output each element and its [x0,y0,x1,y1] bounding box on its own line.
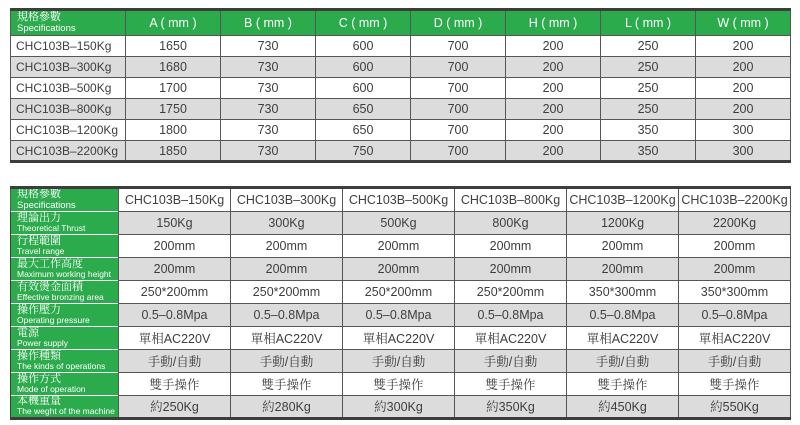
dimension-value-cell: 300 [696,120,791,141]
t2-corner-en: Specifications [17,199,76,211]
dimension-value-cell: 700 [411,120,506,141]
dimension-value-cell: 700 [411,57,506,78]
spec-value-cell: 300Kg [231,211,343,234]
dimension-value-cell: 730 [221,57,316,78]
spec-row-header [11,303,119,326]
dimension-column-header: W ( mm ) [696,10,791,36]
spec-value-cell: 0.5–0.8Mpa [119,303,231,326]
table-row [11,211,791,234]
model-column-header: CHC103B–1200Kg [567,188,679,212]
table-row [11,395,791,418]
spec-value-cell: 手動/自動 [119,349,231,372]
dimension-value-cell: 730 [221,78,316,99]
t2-corner-cell [11,188,119,212]
model-cell: CHC103B–1200Kg [11,120,126,141]
spec-row-header-en: Effective bronzing area [17,291,104,302]
spec-row-header-en: Operating pressure [17,314,90,325]
dimension-value-cell: 350 [601,141,696,162]
spec-value-cell: 200mm [455,257,567,280]
spec-row-header [11,395,119,418]
spec-row-header-en: Maximum working height [17,268,112,279]
spec-value-cell: 手動/自動 [343,349,455,372]
spec-value-cell: 250*200mm [231,280,343,303]
dimension-value-cell: 600 [316,36,411,57]
spec-value-cell: 雙手操作 [119,372,231,395]
t2-corner-zh: 規格參數 [17,188,61,200]
spec-row-header-en: Power supply [17,337,69,348]
spec-row-header-zh: 本機重量 [17,395,61,408]
t1-corner-en: Specifications [17,22,76,34]
spec-value-cell: 500Kg [343,211,455,234]
spec-row-header-zh: 行程範圍 [17,234,61,247]
dimension-value-cell: 730 [221,36,316,57]
spec-value-cell: 200mm [455,234,567,257]
model-column-header: CHC103B–500Kg [343,188,455,212]
model-column-header: CHC103B–2200Kg [679,188,791,212]
spec-value-cell: 約450Kg [567,395,679,418]
spec-value-cell: 350*300mm [679,280,791,303]
spec-row-header-en: The weght of the machine [17,406,115,417]
table-row [11,280,791,303]
spec-value-cell: 200mm [679,257,791,280]
table-row [11,120,791,141]
model-column-header: CHC103B–300Kg [231,188,343,212]
spec-row-header-zh: 理論出力 [17,211,61,224]
spec-value-cell: 雙手操作 [343,372,455,395]
spec-value-cell: 單相AC220V [455,326,567,349]
dimension-value-cell: 350 [601,120,696,141]
table-row [11,234,791,257]
dimension-value-cell: 1680 [126,57,221,78]
specs-table [10,186,791,420]
spec-value-cell: 單相AC220V [567,326,679,349]
spec-value-cell: 200mm [119,257,231,280]
spec-value-cell: 0.5–0.8Mpa [343,303,455,326]
dimension-value-cell: 200 [506,99,601,120]
dimension-value-cell: 700 [411,36,506,57]
spec-value-cell: 0.5–0.8Mpa [231,303,343,326]
dimension-value-cell: 650 [316,120,411,141]
spec-value-cell: 約250Kg [119,395,231,418]
table-row [11,372,791,395]
dimensions-table [10,8,791,163]
spec-value-cell: 單相AC220V [679,326,791,349]
spec-value-cell: 200mm [119,234,231,257]
model-cell: CHC103B–150Kg [11,36,126,57]
dimension-column-header: C ( mm ) [316,10,411,36]
spec-row-header-en: Theoretical Thrust [17,222,86,233]
spec-value-cell: 200mm [343,257,455,280]
t2-header-row [11,188,791,212]
table-row [11,303,791,326]
spec-row-header [11,234,119,257]
t1-body [11,36,791,162]
spec-row-header-zh: 操作方式 [17,372,61,385]
spec-value-cell: 350*300mm [567,280,679,303]
spec-row-header-zh: 操作種類 [17,349,61,362]
spec-value-cell: 0.5–0.8Mpa [455,303,567,326]
dimension-value-cell: 730 [221,120,316,141]
spec-value-cell: 約300Kg [343,395,455,418]
table-row [11,57,791,78]
spec-value-cell: 200mm [231,257,343,280]
model-cell: CHC103B–500Kg [11,78,126,99]
spec-value-cell: 200mm [343,234,455,257]
dimension-value-cell: 300 [696,141,791,162]
spec-value-cell: 0.5–0.8Mpa [567,303,679,326]
dimension-value-cell: 600 [316,57,411,78]
table-row [11,99,791,120]
spec-value-cell: 單相AC220V [231,326,343,349]
model-cell: CHC103B–800Kg [11,99,126,120]
spec-value-cell: 200mm [231,234,343,257]
spec-value-cell: 手動/自動 [679,349,791,372]
spec-value-cell: 250*200mm [455,280,567,303]
spec-row-header [11,326,119,349]
spec-value-cell: 單相AC220V [343,326,455,349]
dimension-value-cell: 750 [316,141,411,162]
dimension-value-cell: 250 [601,78,696,99]
dimension-value-cell: 650 [316,99,411,120]
spec-value-cell: 雙手操作 [679,372,791,395]
dimension-value-cell: 200 [506,141,601,162]
dimension-value-cell: 200 [696,36,791,57]
spec-row-header [11,349,119,372]
dimension-value-cell: 200 [506,57,601,78]
spec-value-cell: 200mm [567,257,679,280]
spec-row-header-en: Mode of operation [17,383,86,394]
table-row [11,78,791,99]
spec-value-cell: 約550Kg [679,395,791,418]
table-row [11,141,791,162]
dimension-value-cell: 250 [601,99,696,120]
spec-value-cell: 雙手操作 [455,372,567,395]
spec-value-cell: 150Kg [119,211,231,234]
dimension-column-header: B ( mm ) [221,10,316,36]
spec-row-header [11,372,119,395]
spec-row-header-en: Travel range [17,245,65,256]
spec-row-header [11,280,119,303]
dimension-value-cell: 250 [601,57,696,78]
spec-value-cell: 200mm [679,234,791,257]
spec-value-cell: 1200Kg [567,211,679,234]
spec-value-cell: 雙手操作 [231,372,343,395]
model-column-header: CHC103B–150Kg [119,188,231,212]
table-row [11,257,791,280]
dimension-value-cell: 700 [411,78,506,99]
spec-value-cell: 約280Kg [231,395,343,418]
table-row [11,326,791,349]
spec-row-header-zh: 最大工作高度 [17,257,83,270]
table-row [11,349,791,372]
model-cell: CHC103B–2200Kg [11,141,126,162]
table-row [11,36,791,57]
model-column-header: CHC103B–800Kg [455,188,567,212]
dimension-value-cell: 200 [506,78,601,99]
dimension-value-cell: 1700 [126,78,221,99]
dimension-value-cell: 200 [696,78,791,99]
spec-value-cell: 250*200mm [343,280,455,303]
spec-row-header [11,257,119,280]
spec-value-cell: 手動/自動 [567,349,679,372]
spec-value-cell: 手動/自動 [231,349,343,372]
dimension-value-cell: 1650 [126,36,221,57]
dimension-column-header: L ( mm ) [601,10,696,36]
spec-value-cell: 200mm [567,234,679,257]
spec-value-cell: 250*200mm [119,280,231,303]
dimension-value-cell: 200 [696,57,791,78]
dimension-value-cell: 200 [696,99,791,120]
spec-row-header [11,211,119,234]
dimension-column-header: H ( mm ) [506,10,601,36]
dimension-value-cell: 1750 [126,99,221,120]
dimension-value-cell: 250 [601,36,696,57]
dimension-value-cell: 1850 [126,141,221,162]
model-cell: CHC103B–300Kg [11,57,126,78]
t1-header-row [11,10,791,36]
t1-corner-zh: 規格參數 [17,11,61,24]
dimension-value-cell: 700 [411,99,506,120]
dimension-value-cell: 200 [506,120,601,141]
spec-row-header-zh: 操作壓力 [17,303,61,316]
spec-row-header-zh: 有效燙金面積 [17,280,83,293]
spec-row-header-en: The kinds of operations [17,360,106,371]
dimension-value-cell: 700 [411,141,506,162]
spec-value-cell: 800Kg [455,211,567,234]
dimension-value-cell: 200 [506,36,601,57]
dimension-value-cell: 1800 [126,120,221,141]
t2-body [11,211,791,418]
spec-value-cell: 單相AC220V [119,326,231,349]
spec-value-cell: 0.5–0.8Mpa [679,303,791,326]
spec-value-cell: 手動/自動 [455,349,567,372]
dimension-column-header: D ( mm ) [411,10,506,36]
t1-corner-cell [11,10,126,36]
dimension-value-cell: 730 [221,99,316,120]
dimension-column-header: A ( mm ) [126,10,221,36]
spec-value-cell: 2200Kg [679,211,791,234]
dimension-value-cell: 730 [221,141,316,162]
spec-row-header-zh: 電源 [17,326,39,339]
spec-value-cell: 約350Kg [455,395,567,418]
spec-value-cell: 雙手操作 [567,372,679,395]
dimension-value-cell: 600 [316,78,411,99]
